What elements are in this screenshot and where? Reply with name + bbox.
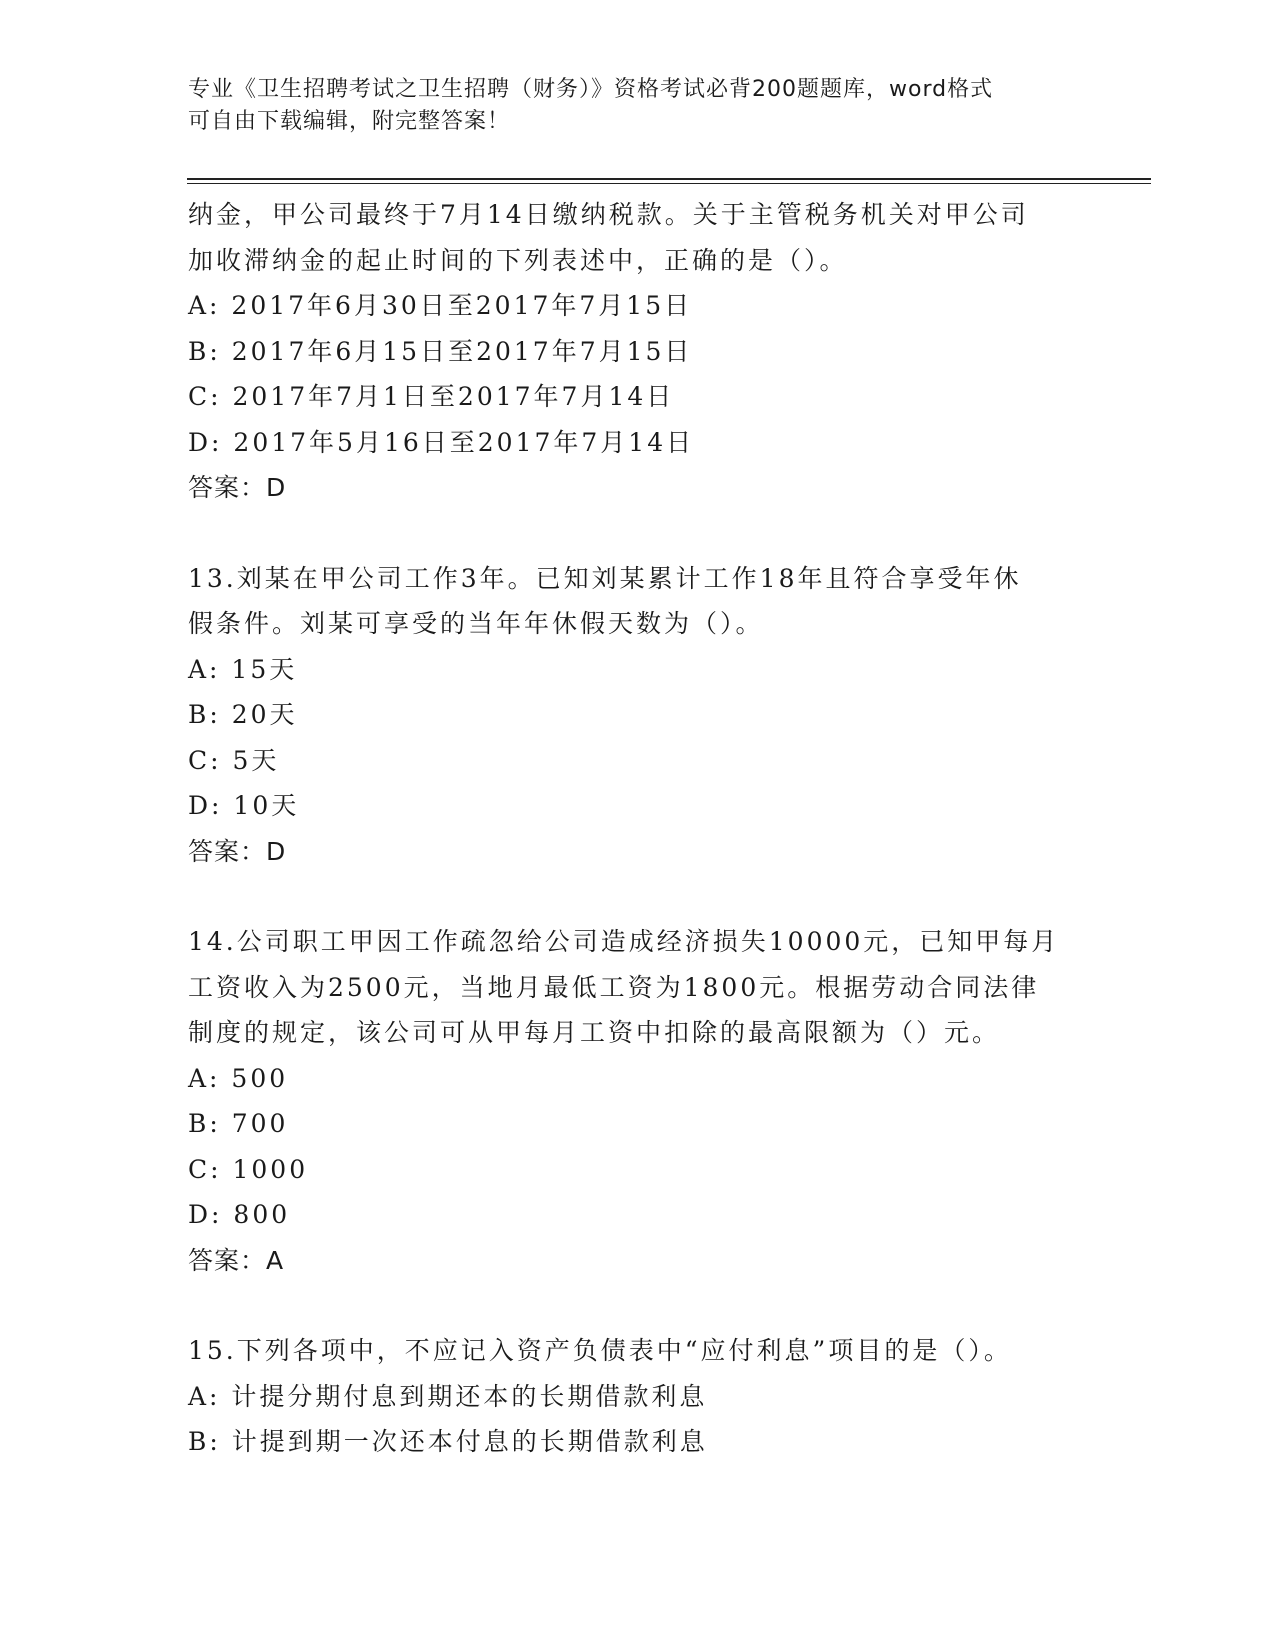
option-c: C: 1000 — [188, 1154, 309, 1184]
question-stem-line: 15.下列各项中，不应记入资产负债表中“应付利息”项目的是（）。 — [188, 1336, 1012, 1365]
question-15 — [188, 1328, 1088, 1465]
question-13 — [188, 556, 1088, 875]
option-b: B: 计提到期一次还本付息的长期借款利息 — [188, 1427, 708, 1456]
answer-label: 答案：D — [188, 836, 287, 866]
question-stem-line: 14.公司职工甲因工作疏忽给公司造成经济损失10000元，已知甲每月 — [188, 927, 1060, 956]
header-line-1: 专业《卫生招聘考试之卫生招聘（财务）》资格考试必背200题题库，word格式 — [188, 77, 994, 102]
question-14 — [188, 919, 1088, 1283]
header-rule-thin — [187, 183, 1151, 184]
option-a: A: 15天 — [188, 654, 298, 684]
option-a: A: 2017年6月30日至2017年7月15日 — [188, 291, 693, 320]
question-12 — [188, 192, 1088, 511]
answer-label: 答案：D — [188, 473, 287, 502]
option-d: D: 800 — [188, 1200, 291, 1229]
header-line-2: 可自由下载编辑，附完整答案！ — [188, 109, 511, 134]
question-stem-line: 制度的规定，该公司可从甲每月工资中扣除的最高限额为（）元。 — [188, 1018, 1001, 1047]
option-b: B: 700 — [188, 1109, 289, 1138]
question-stem-line: 13.刘某在甲公司工作3年。已知刘某累计工作18年且符合享受年休 — [188, 563, 1022, 593]
question-stem-line: 纳金，甲公司最终于7月14日缴纳税款。关于主管税务机关对甲公司 — [188, 200, 1029, 229]
document-header — [188, 74, 1068, 138]
question-stem-line: 假条件。刘某可享受的当年年休假天数为（）。 — [188, 609, 764, 638]
answer-label: 答案：A — [188, 1245, 285, 1275]
option-b: B: 20天 — [188, 700, 298, 729]
option-a: A: 计提分期付息到期还本的长期借款利息 — [188, 1381, 708, 1411]
option-d: D: 2017年5月16日至2017年7月14日 — [188, 427, 695, 457]
question-content — [188, 192, 1088, 1465]
option-a: A: 500 — [188, 1063, 289, 1093]
option-c: C: 5天 — [188, 745, 280, 775]
option-c: C: 2017年7月1日至2017年7月14日 — [188, 382, 675, 411]
option-b: B: 2017年6月15日至2017年7月15日 — [188, 336, 693, 366]
option-d: D: 10天 — [188, 791, 300, 820]
header-rule-thick — [187, 178, 1151, 180]
question-stem-line: 工资收入为2500元，当地月最低工资为1800元。根据劳动合同法律 — [188, 972, 1040, 1002]
question-stem-line: 加收滞纳金的起止时间的下列表述中，正确的是（）。 — [188, 245, 848, 275]
